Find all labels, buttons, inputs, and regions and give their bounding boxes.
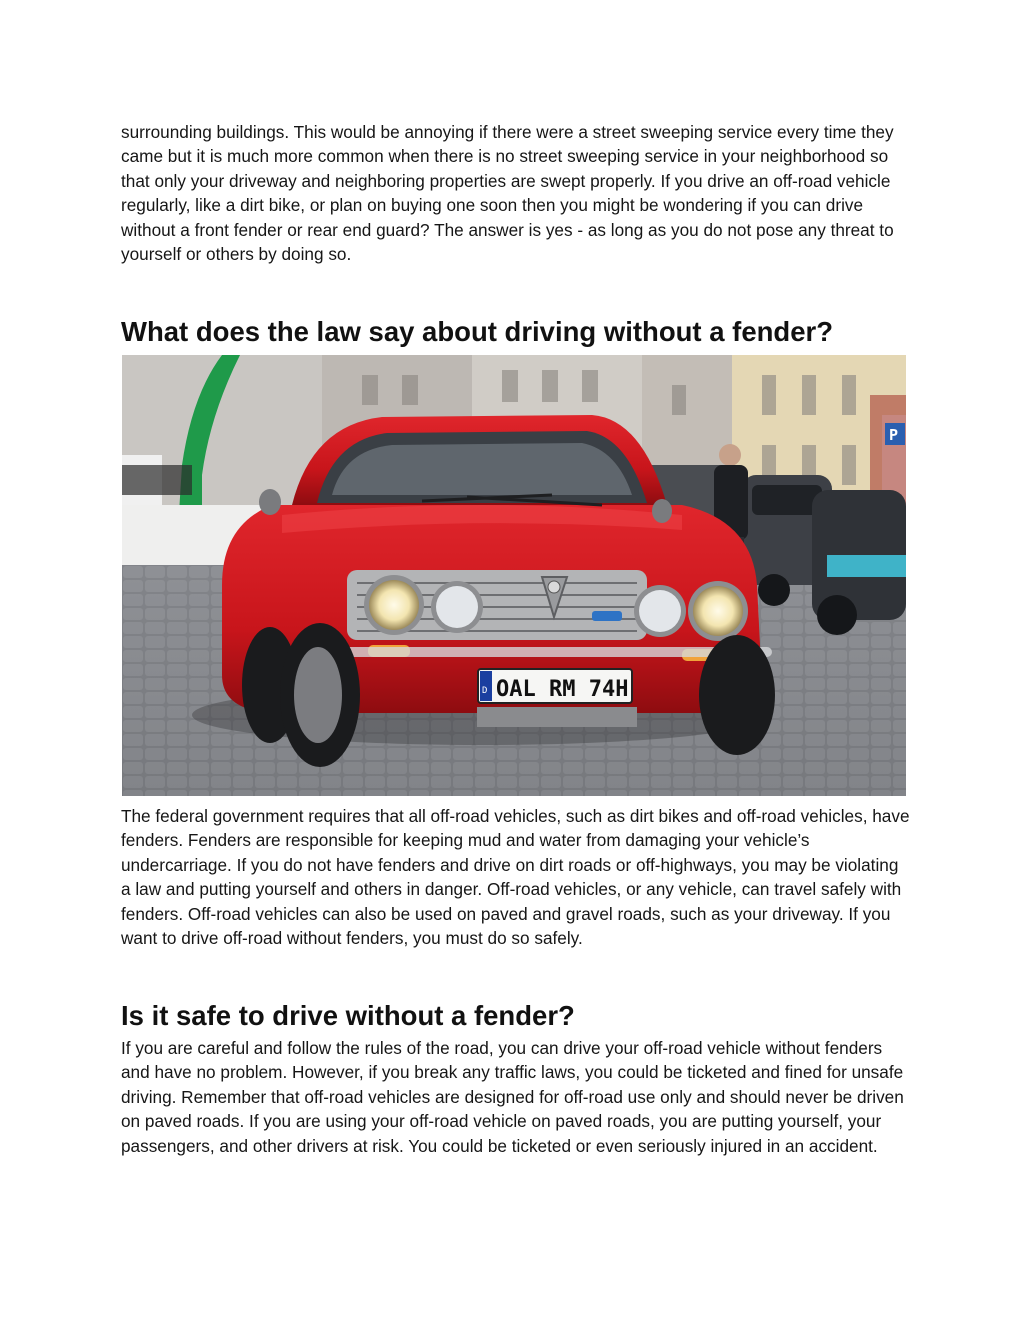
intro-paragraph: surrounding buildings. This would be annoying if there were a street sweeping service every time they came but it is much more common when there is no street sweeping service in your neighborhood so that only your driveway and neighboring properties are swept properly. If you drive an off-road vehicle regularly, like a dirt bike, or plan on buying one soon then you might be wondering if you can drive without a front fender or rear end guard? The answer is yes - as long as you do not pose any threat to yourself or others by doing so. <box>121 122 894 265</box>
svg-text:P: P <box>889 426 899 444</box>
section-heading-law: What does the law say about driving without a fender? <box>121 316 834 347</box>
red-classic-car-photo <box>122 355 906 796</box>
svg-text:OAL RM 74H: OAL RM 74H <box>496 677 629 702</box>
law-paragraph: The federal government requires that all off-road vehicles, such as dirt bikes and off-road vehicles, have fenders. Fenders are responsible for keeping mud and water from damaging your vehicle’s undercarriage. If you do not have fenders and drive on dirt roads or off-highways, you may be violating a law and putting yourself and others in danger. Off-road vehicles, or any vehicle, can travel safely with fenders. Off-road vehicles can also be used on paved and gravel roads, such as your driveway. If you want to drive off-road without fenders, you must do so safely. <box>121 806 910 949</box>
license-plate <box>478 669 632 703</box>
safety-paragraph: If you are careful and follow the rules of the road, you can drive your off-road vehicle without fenders and have no problem. However, if you break any traffic laws, you could be ticketed and fined for unsafe driving. Remember that off-road vehicles are designed for off-road use only and should never be driven on paved roads. If you are using your off-road vehicle on paved roads, you are putting yourself, your passengers, and other drivers at risk. You could be ticketed or even seriously injured in an accident. <box>121 1038 904 1156</box>
section-heading-safety: Is it safe to drive without a fender? <box>121 1000 575 1031</box>
svg-text:D: D <box>482 686 488 696</box>
